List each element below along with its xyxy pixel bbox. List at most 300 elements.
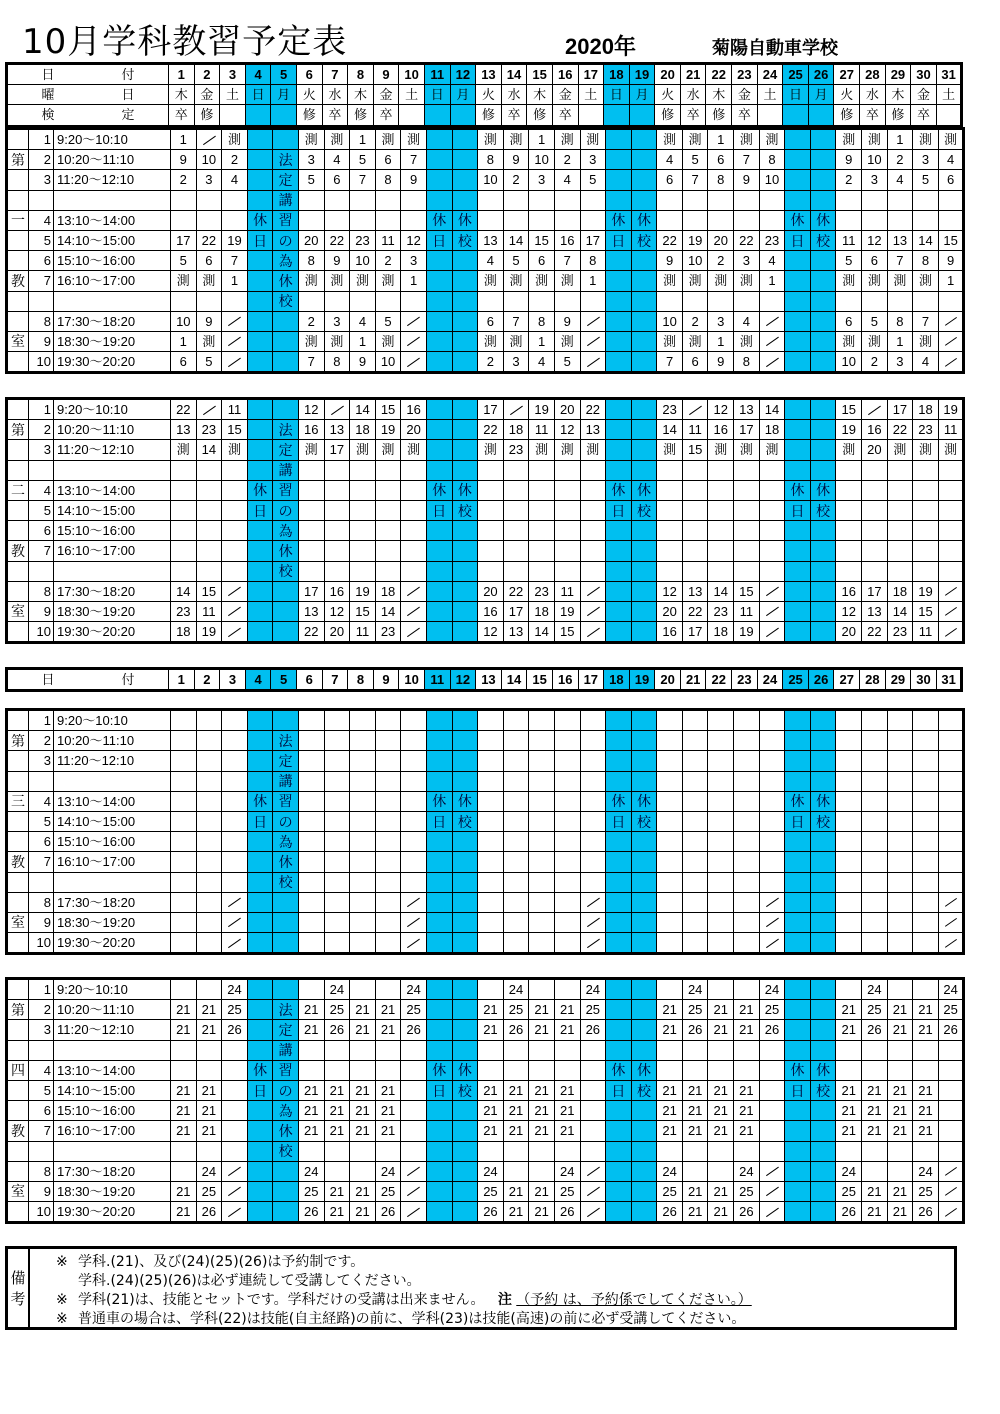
schedule-cell: 1 <box>171 129 197 150</box>
schedule-cell: 休 <box>631 1060 657 1080</box>
schedule-cell: の <box>273 1080 299 1100</box>
schedule-cell: 5 <box>682 150 708 170</box>
period-time: 14:10～15:00 <box>54 1080 171 1100</box>
period-number: 4 <box>29 791 54 811</box>
schedule-cell: 21 <box>529 1000 555 1020</box>
schedule-cell <box>554 561 580 581</box>
schedule-cell <box>836 892 862 912</box>
schedule-cell: 日 <box>247 811 273 831</box>
schedule-cell <box>350 1161 376 1181</box>
day-cell: 27 <box>834 64 860 85</box>
schedule-cell: 7 <box>222 251 248 271</box>
schedule-cell <box>810 832 836 852</box>
period-number: 6 <box>29 832 54 852</box>
period-number: 8 <box>29 892 54 912</box>
exam-cell: 卒 <box>860 105 886 126</box>
schedule-cell <box>375 771 401 791</box>
schedule-cell: 23 <box>375 622 401 643</box>
schedule-cell <box>606 460 632 480</box>
schedule-cell <box>452 912 478 932</box>
schedule-cell <box>913 460 939 480</box>
day-cell: 28 <box>860 64 886 85</box>
schedule-cell <box>298 731 324 751</box>
day-cell: 19 <box>629 64 655 85</box>
schedule-cell <box>682 1040 708 1060</box>
schedule-cell <box>862 291 888 311</box>
schedule-cell: 9 <box>350 352 376 373</box>
notes-label: 備 考 <box>8 1249 30 1327</box>
schedule-cell: 21 <box>734 1020 760 1040</box>
schedule-cell <box>606 251 632 271</box>
schedule-cell <box>452 933 478 954</box>
schedule-cell: 測 <box>554 440 580 460</box>
schedule-cell <box>785 832 811 852</box>
period-number: 8 <box>29 1161 54 1181</box>
schedule-cell <box>401 1121 427 1141</box>
schedule-cell <box>759 460 785 480</box>
schedule-cell <box>862 771 888 791</box>
schedule-cell: 21 <box>171 1000 197 1020</box>
period-row <box>7 500 964 520</box>
schedule-cell <box>759 1080 785 1100</box>
schedule-cell: 23 <box>708 601 734 621</box>
schedule-cell: 18 <box>913 399 939 420</box>
schedule-cell <box>734 979 760 1000</box>
schedule-cell: 6 <box>196 251 222 271</box>
schedule-cell <box>913 1060 939 1080</box>
schedule-cell: 測 <box>836 271 862 291</box>
schedule-cell <box>810 331 836 351</box>
schedule-cell: 休 <box>606 480 632 500</box>
schedule-cell <box>503 811 529 831</box>
schedule-cell: 休 <box>273 1121 299 1141</box>
schedule-cell <box>298 892 324 912</box>
schedule-cell <box>298 771 324 791</box>
schedule-cell <box>734 872 760 892</box>
schedule-cell <box>426 460 452 480</box>
schedule-cell: 講 <box>273 1040 299 1060</box>
schedule-cell <box>401 601 427 621</box>
day-row: 日 付 1 2 3 4 5 6 7 8 9 10 11 12 13 14 15 16 17 18 19 20 21 22 23 24 25 26 27 28 29 30 31 <box>7 64 962 85</box>
schedule-cell: 10 <box>196 150 222 170</box>
schedule-cell: 測 <box>682 271 708 291</box>
note-line-2: 学科.(24)(25)(26)は必ず連続して受講してください。 <box>78 1273 421 1289</box>
schedule-cell: 習 <box>273 210 299 230</box>
period-row <box>7 230 964 250</box>
schedule-cell <box>606 150 632 170</box>
day-cell: 12 <box>450 669 476 691</box>
schedule-cell <box>426 1020 452 1040</box>
schedule-cell <box>708 460 734 480</box>
schedule-cell: 14 <box>375 601 401 621</box>
schedule-cell <box>759 710 785 731</box>
schedule-cell: 19 <box>350 581 376 601</box>
schedule-cell <box>938 832 964 852</box>
schedule-cell <box>938 190 964 210</box>
schedule-cell: 10 <box>836 352 862 373</box>
schedule-cell: 16 <box>836 581 862 601</box>
schedule-cell <box>708 480 734 500</box>
year-label: 2020年 <box>565 34 636 59</box>
schedule-cell <box>554 751 580 771</box>
classroom-label <box>7 190 29 210</box>
schedule-cell <box>580 500 606 520</box>
schedule-cell <box>324 210 350 230</box>
schedule-cell: 1 <box>938 271 964 291</box>
weekday-cell: 土 <box>757 85 783 105</box>
schedule-cell <box>529 190 555 210</box>
period-time: 17:30～18:20 <box>54 1161 171 1181</box>
classroom-1-table <box>5 127 965 374</box>
schedule-cell: 測 <box>734 129 760 150</box>
schedule-cell: 校 <box>273 1141 299 1161</box>
schedule-cell <box>836 460 862 480</box>
period-number: 10 <box>29 933 54 954</box>
schedule-cell <box>759 872 785 892</box>
schedule-cell <box>682 541 708 561</box>
schedule-cell <box>298 1040 324 1060</box>
period-number <box>29 291 54 311</box>
period-time: 19:30～20:20 <box>54 1202 171 1223</box>
schedule-cell: 9 <box>938 251 964 271</box>
period-number <box>29 561 54 581</box>
schedule-cell: 休 <box>452 1060 478 1080</box>
classroom-label <box>7 771 29 791</box>
schedule-cell <box>298 852 324 872</box>
schedule-cell <box>580 731 606 751</box>
schedule-cell: 校 <box>810 1080 836 1100</box>
day-cell: 31 <box>936 669 962 691</box>
schedule-cell: 16 <box>862 420 888 440</box>
schedule-cell: 21 <box>657 1121 683 1141</box>
day-cell: 11 <box>424 64 450 85</box>
schedule-cell <box>298 460 324 480</box>
schedule-cell: 5 <box>913 170 939 190</box>
schedule-cell <box>171 1141 197 1161</box>
schedule-cell <box>401 1141 427 1161</box>
schedule-cell: 測 <box>375 129 401 150</box>
schedule-cell <box>401 500 427 520</box>
schedule-cell <box>247 622 273 643</box>
weekday-cell: 火 <box>476 85 502 105</box>
schedule-cell <box>478 710 504 731</box>
schedule-cell <box>708 561 734 581</box>
weekday-row: 曜 日 木 金 土 日 月 火 水 木 金 土 日 月 火 水 木 金 土 日 月 火 水 木 金 土 日 月 火 水 木 金 土 <box>7 85 962 105</box>
schedule-cell: 21 <box>350 1101 376 1121</box>
schedule-cell: 25 <box>657 1181 683 1201</box>
schedule-cell <box>682 1060 708 1080</box>
schedule-cell: 22 <box>862 622 888 643</box>
schedule-cell <box>887 291 913 311</box>
schedule-cell <box>785 331 811 351</box>
schedule-cell <box>785 912 811 932</box>
schedule-cell <box>759 311 785 331</box>
day-cell: 28 <box>860 669 886 691</box>
schedule-cell <box>375 832 401 852</box>
schedule-cell <box>631 1101 657 1121</box>
schedule-cell <box>734 1060 760 1080</box>
schedule-cell <box>375 872 401 892</box>
schedule-cell: 25 <box>554 1181 580 1201</box>
day-cell: 3 <box>220 64 246 85</box>
schedule-cell <box>938 852 964 872</box>
schedule-cell <box>401 933 427 954</box>
schedule-cell: 測 <box>836 440 862 460</box>
period-time: 17:30～18:20 <box>54 311 171 331</box>
schedule-cell <box>452 291 478 311</box>
classroom-label <box>7 352 29 373</box>
schedule-cell <box>631 710 657 731</box>
period-time: 11:20～12:10 <box>54 751 171 771</box>
schedule-cell <box>401 771 427 791</box>
schedule-cell <box>836 751 862 771</box>
period-time: 9:20～10:10 <box>54 979 171 1000</box>
schedule-cell: 21 <box>836 1080 862 1100</box>
schedule-cell <box>862 731 888 751</box>
schedule-cell <box>247 1020 273 1040</box>
schedule-cell <box>375 521 401 541</box>
schedule-cell <box>529 912 555 932</box>
schedule-cell <box>324 710 350 731</box>
exam-cell: 修 <box>706 105 732 126</box>
period-row <box>7 811 964 831</box>
schedule-cell <box>913 710 939 731</box>
schedule-cell: 17 <box>887 399 913 420</box>
schedule-cell: 9 <box>554 311 580 331</box>
schedule-cell: の <box>273 230 299 250</box>
schedule-cell <box>196 979 222 1000</box>
schedule-cell <box>887 912 913 932</box>
schedule-cell <box>426 291 452 311</box>
schedule-cell <box>324 541 350 561</box>
schedule-cell <box>836 541 862 561</box>
schedule-cell <box>580 601 606 621</box>
schedule-cell <box>580 210 606 230</box>
schedule-cell <box>196 399 222 420</box>
schedule-cell <box>247 1202 273 1223</box>
schedule-cell: 8 <box>580 251 606 271</box>
schedule-cell <box>887 852 913 872</box>
schedule-cell <box>426 399 452 420</box>
schedule-cell <box>657 731 683 751</box>
day-cell: 22 <box>706 669 732 691</box>
schedule-cell <box>529 1060 555 1080</box>
schedule-cell: 8 <box>734 352 760 373</box>
schedule-cell: 23 <box>350 230 376 250</box>
schedule-cell <box>785 1020 811 1040</box>
classroom-label: 三 <box>7 791 29 811</box>
schedule-cell <box>759 771 785 791</box>
schedule-cell <box>862 751 888 771</box>
schedule-cell <box>503 460 529 480</box>
schedule-cell <box>913 500 939 520</box>
period-time: 11:20～12:10 <box>54 170 171 190</box>
schedule-cell <box>478 480 504 500</box>
schedule-cell: 26 <box>554 1202 580 1223</box>
period-number: 4 <box>29 1060 54 1080</box>
schedule-cell: 3 <box>862 170 888 190</box>
schedule-cell <box>401 1080 427 1100</box>
day-cell: 29 <box>885 64 911 85</box>
schedule-cell <box>862 832 888 852</box>
schedule-cell <box>350 710 376 731</box>
schedule-cell <box>759 852 785 872</box>
schedule-cell <box>887 500 913 520</box>
schedule-cell <box>247 129 273 150</box>
schedule-cell: 測 <box>529 271 555 291</box>
schedule-cell: 9 <box>836 150 862 170</box>
schedule-cell: 測 <box>503 331 529 351</box>
schedule-cell <box>836 561 862 581</box>
schedule-cell <box>734 852 760 872</box>
schedule-cell: 休 <box>785 210 811 230</box>
schedule-cell <box>887 1141 913 1161</box>
schedule-cell <box>324 291 350 311</box>
schedule-cell <box>657 771 683 791</box>
schedule-cell <box>375 912 401 932</box>
schedule-cell <box>222 852 248 872</box>
schedule-cell <box>606 872 632 892</box>
schedule-cell <box>759 1040 785 1060</box>
schedule-cell: 25 <box>862 1000 888 1020</box>
schedule-cell <box>222 210 248 230</box>
classroom-label: 室 <box>7 331 29 351</box>
schedule-cell <box>247 331 273 351</box>
day-cell: 17 <box>578 669 604 691</box>
schedule-cell <box>273 601 299 621</box>
schedule-cell <box>324 731 350 751</box>
schedule-cell: 23 <box>887 622 913 643</box>
schedule-cell: 2 <box>862 352 888 373</box>
schedule-cell: 習 <box>273 791 299 811</box>
schedule-cell: 休 <box>631 210 657 230</box>
schedule-cell <box>862 892 888 912</box>
schedule-cell <box>375 710 401 731</box>
schedule-cell <box>375 1040 401 1060</box>
period-time: 19:30～20:20 <box>54 622 171 643</box>
weekday-cell: 木 <box>885 85 911 105</box>
schedule-cell <box>657 979 683 1000</box>
schedule-cell <box>222 1202 248 1223</box>
classroom-label <box>7 399 29 420</box>
period-time: 13:10～14:00 <box>54 480 171 500</box>
schedule-cell <box>734 521 760 541</box>
period-number: 10 <box>29 622 54 643</box>
schedule-cell <box>606 1161 632 1181</box>
schedule-cell <box>554 480 580 500</box>
schedule-cell <box>938 1080 964 1100</box>
schedule-cell: 19 <box>375 420 401 440</box>
classroom-label <box>7 832 29 852</box>
schedule-cell <box>503 912 529 932</box>
schedule-cell <box>708 771 734 791</box>
schedule-cell <box>913 852 939 872</box>
schedule-cell <box>734 561 760 581</box>
schedule-cell: 測 <box>580 129 606 150</box>
schedule-cell <box>657 791 683 811</box>
schedule-cell <box>247 1000 273 1020</box>
period-number: 10 <box>29 1202 54 1223</box>
schedule-cell: 2 <box>171 170 197 190</box>
day-cell: 9 <box>373 64 399 85</box>
schedule-cell <box>734 210 760 230</box>
schedule-cell: 21 <box>196 1000 222 1020</box>
schedule-cell <box>631 979 657 1000</box>
schedule-cell <box>734 190 760 210</box>
schedule-cell <box>631 872 657 892</box>
period-number: 9 <box>29 601 54 621</box>
schedule-cell: 測 <box>529 440 555 460</box>
schedule-cell <box>324 460 350 480</box>
schedule-cell: 測 <box>478 129 504 150</box>
schedule-cell: 5 <box>350 150 376 170</box>
schedule-cell: 17 <box>503 601 529 621</box>
schedule-cell <box>401 1161 427 1181</box>
schedule-cell: 24 <box>938 979 964 1000</box>
schedule-cell: 校 <box>810 230 836 250</box>
schedule-cell <box>913 1141 939 1161</box>
classroom-label <box>7 892 29 912</box>
schedule-cell <box>478 500 504 520</box>
schedule-cell: 7 <box>298 352 324 373</box>
schedule-cell: 10 <box>171 311 197 331</box>
schedule-cell <box>606 1000 632 1020</box>
schedule-cell <box>810 872 836 892</box>
schedule-cell <box>222 1080 248 1100</box>
schedule-cell <box>606 1202 632 1223</box>
period-time: 17:30～18:20 <box>54 892 171 912</box>
schedule-cell <box>298 751 324 771</box>
schedule-cell: 20 <box>836 622 862 643</box>
schedule-cell <box>452 271 478 291</box>
schedule-cell: 18 <box>375 581 401 601</box>
schedule-cell: 1 <box>887 331 913 351</box>
schedule-cell: 21 <box>529 1101 555 1121</box>
schedule-cell <box>247 190 273 210</box>
schedule-cell: 25 <box>222 1000 248 1020</box>
schedule-cell <box>580 892 606 912</box>
schedule-cell <box>836 912 862 932</box>
period-number: 7 <box>29 852 54 872</box>
schedule-cell <box>375 1141 401 1161</box>
schedule-cell: 測 <box>657 440 683 460</box>
schedule-cell: 7 <box>503 311 529 331</box>
schedule-cell <box>785 251 811 271</box>
schedule-cell <box>401 791 427 811</box>
schedule-cell <box>836 1040 862 1060</box>
period-number <box>29 872 54 892</box>
schedule-cell: 21 <box>836 1020 862 1040</box>
exam-cell <box>783 105 809 126</box>
schedule-cell <box>862 1141 888 1161</box>
schedule-cell <box>606 1181 632 1201</box>
schedule-cell <box>350 1040 376 1060</box>
schedule-cell: 21 <box>913 1101 939 1121</box>
schedule-cell <box>836 190 862 210</box>
schedule-cell <box>708 852 734 872</box>
schedule-cell: 日 <box>606 1080 632 1100</box>
schedule-cell: 21 <box>913 1000 939 1020</box>
schedule-cell <box>631 1181 657 1201</box>
schedule-cell <box>426 912 452 932</box>
schedule-cell <box>222 912 248 932</box>
schedule-cell: 21 <box>171 1202 197 1223</box>
schedule-cell <box>938 710 964 731</box>
schedule-cell <box>836 811 862 831</box>
period-number: 3 <box>29 440 54 460</box>
schedule-cell <box>631 771 657 791</box>
schedule-cell <box>273 581 299 601</box>
